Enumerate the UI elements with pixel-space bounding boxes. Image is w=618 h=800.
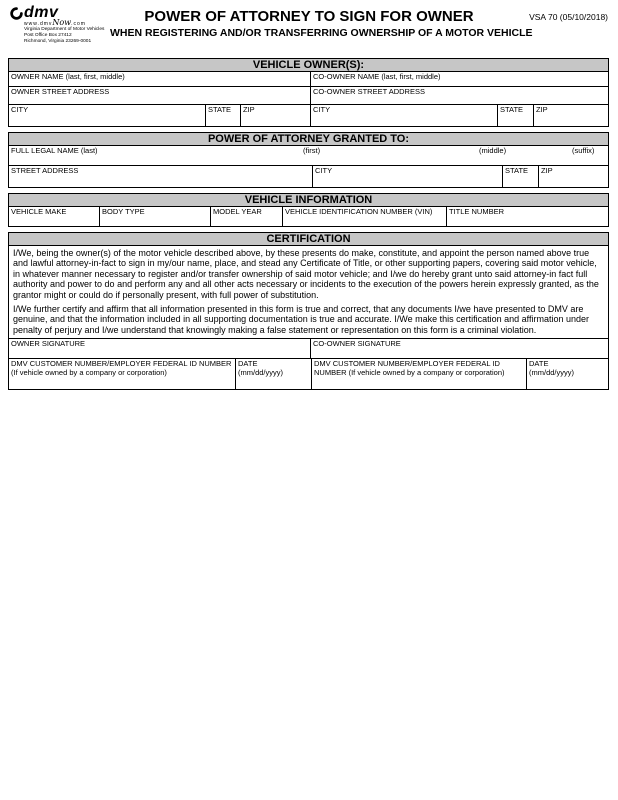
form-subtitle: WHEN REGISTERING AND/OR TRANSFERRING OWNERSHIP OF A MOTOR VEHICLE [110,27,533,39]
vin-label: VEHICLE IDENTIFICATION NUMBER (VIN) [285,207,433,216]
co-owner-dmv-customer-number-field[interactable] [312,359,527,389]
vin-field[interactable] [283,207,447,226]
co-owner-signature-label: CO-OWNER SIGNATURE [313,339,401,349]
owner-date-field[interactable] [236,359,312,389]
poa-middle-name-label: (middle) [479,146,507,155]
owner-city-field[interactable] [9,105,206,126]
poa-city-label: CITY [315,166,333,175]
section-vehicle-info [8,193,609,227]
section-vehicle-info-header: VEHICLE INFORMATION [9,194,608,207]
customer-number-date-row [9,359,608,389]
co-owner-date-format-label: (mm/dd/yyyy) [529,367,574,377]
poa-full-legal-name-field[interactable] [9,146,608,165]
poa-zip-field[interactable] [539,166,608,187]
poa-first-name-label: (first) [303,146,321,155]
owner-name-label: OWNER NAME (last, first, middle) [11,72,125,81]
poa-street-label: STREET ADDRESS [11,166,79,175]
poa-name-row [9,146,608,166]
co-owner-dmv-customer-number-label: DMV CUSTOMER NUMBER/EMPLOYER FEDERAL ID NUMBER (If vehicle owned by a company or corporation) [314,359,505,377]
poa-last-name-label: FULL LEGAL NAME (last) [11,146,98,155]
form-header [0,0,618,57]
title-number-label: TITLE NUMBER [449,207,505,216]
co-owner-signature-field[interactable] [311,339,608,358]
owner-zip-field[interactable] [241,105,311,126]
dmv-address-line: Virginia Department of Motor Vehicles [24,27,105,32]
body-type-label: BODY TYPE [102,207,145,216]
owner-state-field[interactable] [206,105,241,126]
dmv-web-now: Now [52,18,72,27]
poa-state-field[interactable] [503,166,539,187]
owner-date-label: DATE [238,359,258,369]
model-year-field[interactable] [211,207,283,226]
owner-date-format-label: (mm/dd/yyyy) [238,367,283,377]
owner-city-label: CITY [11,105,29,114]
section-vehicle-owners [8,58,609,127]
co-owner-name-label: CO-OWNER NAME (last, first, middle) [313,72,441,81]
co-owner-city-field[interactable] [311,105,498,126]
co-owner-city-label: CITY [313,105,331,114]
owner-name-row [9,72,608,87]
co-owner-date-label: DATE [529,359,549,369]
certification-text [9,246,608,339]
owner-name-field[interactable] [9,72,311,86]
co-owner-name-field[interactable] [311,72,608,86]
owner-dmv-customer-number-field[interactable] [9,359,236,389]
vehicle-make-field[interactable] [9,207,100,226]
dmv-address-line: Post Office Box 27412 [24,32,72,38]
owner-signature-label: OWNER SIGNATURE [11,339,86,349]
section-vehicle-owners-header: VEHICLE OWNER(S): [9,59,608,72]
body-type-field[interactable] [100,207,211,226]
dmv-web-prefix: www.dmv [24,21,53,27]
co-owner-state-label: STATE [500,105,524,114]
certification-paragraph-2: I/We further certify and affirm that all information presented in this form is true and correct, that any documents I/we have presented to DMV are genuine, and that the information included in all supporting documentation is true and accurate. I/We make this certification and affirmation under penalty of perjury and I/we understand that knowingly making a false statement or representation on this form is a criminal violation. [13,304,590,335]
owner-signature-field[interactable] [9,339,311,358]
title-block [110,8,533,39]
certification-paragraph-1: I/We, being the owner(s) of the motor vehicle described above, by these presents do make, constitute, and appoint the person named above true and lawful attorney-in-fact to sign in my/our name, place, and stead any Certificate of Title, or other supporting papers, covering said motor vehicle, in whatever manner necessary to register and/or transfer ownership of said motor vehicle; and I/we do hereby grant unto said attorney-in fact full authority and power to do and perform any and all other acts necessary or incidents to the execution of the powers herein expressly granted, as the grantor might or could do if personally present, with full power of substitution. [13,248,599,300]
title-number-field[interactable] [447,207,608,226]
poa-zip-label: ZIP [541,166,553,175]
poa-state-label: STATE [505,166,529,175]
section-poa-header: POWER OF ATTORNEY GRANTED TO: [9,133,608,146]
form-number: VSA 70 (05/10/2018) [529,12,608,22]
owner-state-label: STATE [208,105,232,114]
poa-address-row [9,166,608,187]
co-owner-street-label: CO-OWNER STREET ADDRESS [313,87,425,96]
poa-street-field[interactable] [9,166,313,187]
dmv-web-suffix: .com [71,21,86,27]
dmv-swoosh-icon [10,7,23,20]
owner-dmv-customer-number-label: DMV CUSTOMER NUMBER/EMPLOYER FEDERAL ID NUMBER (If vehicle owned by a company or corporation) [11,359,232,377]
dmv-address-line: Richmond, Virginia 23269-0001 [24,38,92,44]
owner-street-field[interactable] [9,87,311,104]
model-year-label: MODEL YEAR [213,207,262,216]
poa-city-field[interactable] [313,166,503,187]
vehicle-make-label: VEHICLE MAKE [11,207,67,216]
co-owner-date-field[interactable] [527,359,608,389]
co-owner-state-field[interactable] [498,105,534,126]
owner-zip-label: ZIP [243,105,255,114]
section-poa-granted-to [8,132,609,188]
owner-city-state-zip-row [9,105,608,126]
poa-suffix-label: (suffix) [572,146,595,155]
owner-street-label: OWNER STREET ADDRESS [11,87,110,96]
form-title: POWER OF ATTORNEY TO SIGN FOR OWNER [144,8,474,25]
co-owner-street-field[interactable] [311,87,608,104]
co-owner-zip-field[interactable] [534,105,608,126]
section-certification-header: CERTIFICATION [9,233,608,246]
section-certification [8,232,609,390]
vehicle-info-row [9,207,608,226]
co-owner-zip-label: ZIP [536,105,548,114]
owner-street-row [9,87,608,105]
signature-row [9,339,608,359]
form-body [8,58,609,395]
dmv-brand-text: dmv [24,4,59,21]
